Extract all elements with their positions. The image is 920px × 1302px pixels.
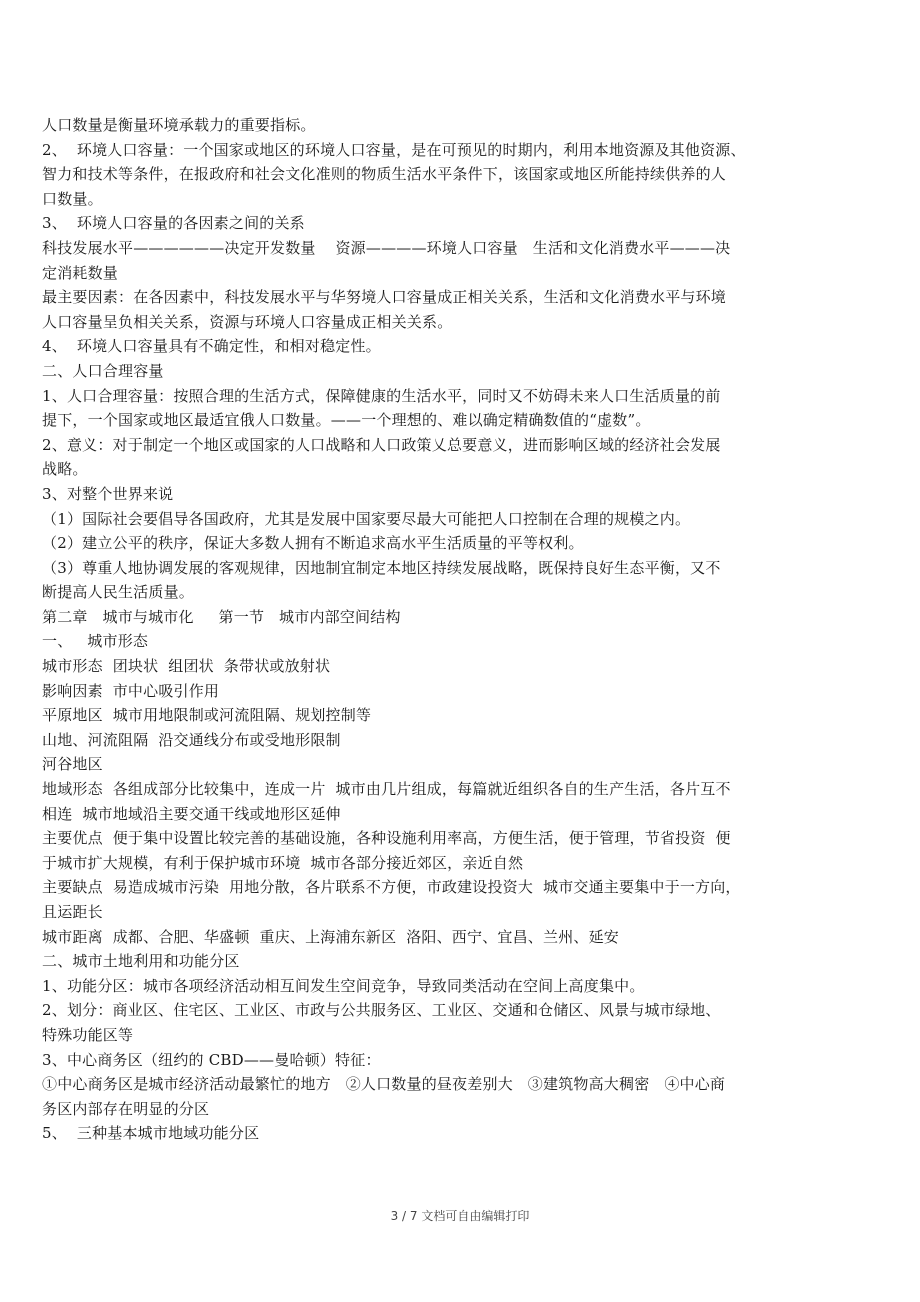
text-line: （2）建立公平的秩序，保证大多数人拥有不断追求高水平生活质量的平等权利。 — [42, 534, 584, 553]
text-line: 2、意义：对于制定一个地区或国家的人口战略和人口政策乂总要意义，进而影响区域的经济社会发展 — [42, 435, 721, 454]
text-line: 科技发展水平——————决定开发数量 资源————环境人口容量 生活和文化消费水平———决 — [42, 238, 731, 257]
text-line: 城市形态 团块状 组团状 条带状或放射状 — [42, 657, 331, 676]
text-line: 特殊功能区等 — [42, 1025, 134, 1044]
text-line: 影响因素 市中心吸引作用 — [42, 681, 220, 700]
text-line: 平原地区 城市用地限制或河流阻隔、规划控制等 — [42, 706, 372, 725]
text-line: 战略。 — [42, 460, 88, 479]
section-heading: 二、城市土地利用和功能分区 — [42, 952, 240, 971]
text-line: 主要缺点 易造成城市污染 用地分散，各片联系不方便，市政建设投资大 城市交通主要集中于一方向， — [42, 878, 741, 897]
text-line: 主要优点 便于集中设置比较完善的基础设施，各种设施利用率高，方便生活，便于管理，节省投资 便 — [42, 829, 731, 848]
text-line: 3、中心商务区（纽约的 CBD——曼哈顿）特征： — [42, 1050, 381, 1069]
text-line: 人口容量呈负相关关系，资源与环境人口容量成正相关关系。 — [42, 312, 453, 331]
section-heading: 一、 城市形态 — [42, 632, 149, 651]
text-line: 山地、河流阻隔 沿交通线分布或受地形限制 — [42, 730, 341, 749]
text-line: 3、 环境人口容量的各因素之间的关系 — [42, 214, 305, 233]
text-line: 2、划分：商业区、住宅区、工业区、市政与公共服务区、工业区、交通和仓储区、风景与城市绿地、 — [42, 1001, 721, 1020]
text-line: 相连 城市地域沿主要交通干线或地形区延伸 — [42, 804, 341, 823]
text-line: 城市距离 成都、合肥、华盛顿 重庆、上海浦东新区 洛阳、西宁、宜昌、兰州、延安 — [42, 927, 620, 946]
text-line: 于城市扩大规模，有利于保护城市环境 城市各部分接近郊区，亲近自然 — [42, 853, 524, 872]
text-line: 定消耗数量 — [42, 263, 119, 282]
text-line: 口数量。 — [42, 189, 103, 208]
text-line: 最主要因素：在各因素中，科技发展水平与华努境人口容量成正相关关系，生活和文化消费水平与环境 — [42, 288, 727, 307]
text-line: （1）国际社会要倡导各国政府，尤其是发展中国家要尽最大可能把人口控制在合理的规模之内。 — [42, 509, 691, 528]
text-line: 4、 环境人口容量具有不确定性，和相对稳定性。 — [42, 337, 381, 356]
text-line: （3）尊重人地协调发展的客观规律，因地制宜制定本地区持续发展战略，既保持良好生态平衡，又不 — [42, 558, 721, 577]
text-line: 务区内部存在明显的分区 — [42, 1099, 210, 1118]
page-footer: 3 / 7 文档可自由编辑打印 — [390, 1209, 530, 1223]
text-line: 3、对整个世界来说 — [42, 484, 174, 503]
text-line: 5、 三种基本城市地域功能分区 — [42, 1124, 260, 1143]
text-line: 提下，一个国家或地区最适宜俄人口数量。——一个理想的、难以确定精确数值的“虚数”。 — [42, 411, 651, 430]
text-line: 1、功能分区：城市各项经济活动相互间发生空间竞争，导致同类活动在空间上高度集中。 — [42, 976, 645, 995]
section-heading: 二、人口合理容量 — [42, 361, 164, 380]
document-body — [42, 114, 786, 1147]
text-line: 且运距长 — [42, 903, 103, 921]
text-line: 智力和技术等条件，在报政府和社会文化准则的物质生活水平条件下，该国家或地区所能持续供养的人 — [42, 165, 727, 184]
text-line: 断提高人民生活质量。 — [42, 583, 195, 602]
text-line: 1、人口合理容量：按照合理的生活方式，保障健康的生活水平，同时又不妨碍未来人口生活质量的前 — [42, 386, 721, 405]
text-line: 河谷地区 — [42, 755, 103, 774]
text-line: 人口数量是衡量环境承载力的重要指标。 — [42, 116, 316, 134]
text-line: ①中心商务区是城市经济活动最繁忙的地方 ②人口数量的昼夜差别大 ③建筑物高大稠密 ④中心商 — [42, 1075, 726, 1094]
text-line: 2、 环境人口容量：一个国家或地区的环境人口容量，是在可预见的时期内，利用本地资源及其他资源、 — [42, 140, 746, 159]
chapter-heading: 第二章 城市与城市化 第一节 城市内部空间结构 — [42, 607, 401, 626]
text-line: 地域形态 各组成部分比较集中，连成一片 城市由几片组成，每篇就近组织各自的生产生活，各片互不 — [42, 780, 731, 799]
